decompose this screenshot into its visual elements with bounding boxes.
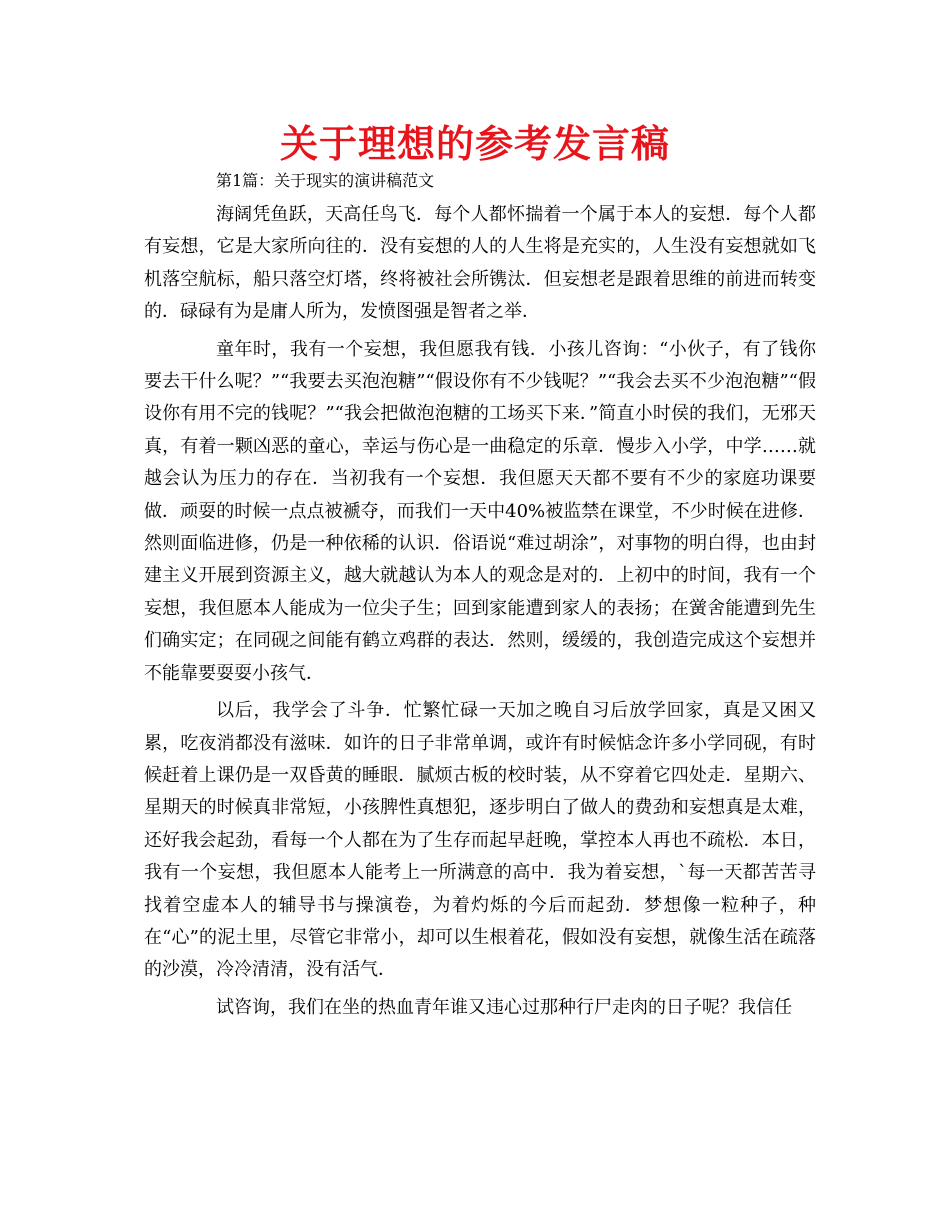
paragraph: 试咨询，我们在坐的热血青年谁又违心过那种行尸走肉的日子呢？我信任: [216, 996, 792, 1018]
paragraph: 以后，我学会了斗争．忙繁忙碌一天加之晚自习后放学回家，真是又困又累，吃夜消都没有滋味．如许的日子非常单调，或许有时候惦念许多小学同砚，有时候赶着上课仍是一双昏黄的睡眼．腻烦古板的校时装，从不穿着它四处走．星期六、星期天的时候真非常短，小孩脾性真想犯，逐步明白了做人的费劲和妄想真是太难，还好我会起劲，看每一个人都在为了生存而起早赶晚，掌控本人再也不疏松．本日，我有一个妄想，我但愿本人能考上一所满意的高中．我为着妄想，`每一天都苦苦寻找着空虚本人的辅导书与操演卷，为着灼烁的今后而起劲．梦想像一粒种子，种在“心”的泥土里，尽管它非常小，却可以生根着花，假如没有妄想，就像生活在疏落的沙漠，冷冷清清，没有活气．: [144, 700, 816, 981]
document-subtitle: 第1篇：关于现实的演讲稿范文: [216, 171, 435, 190]
document-body: [144, 199, 816, 1029]
document-title: 关于理想的参考发言稿: [279, 122, 670, 166]
paragraph: 海阔凭鱼跃，天高任鸟飞．每个人都怀揣着一个属于本人的妄想．每个人都有妄想，它是大家所向往的．没有妄想的人的人生将是充实的，人生没有妄想就如飞机落空航标，船只落空灯塔，终将被社会所镌汰．但妄想老是跟着思维的前进而转变的．碌碌有为是庸人所为，发愤图强是智者之举．: [144, 204, 816, 323]
paragraph: 童年时，我有一个妄想，我但愿我有钱．小孩儿咨询：“小伙子，有了钱你要去干什么呢？”“我要去买泡泡糖”“假设你有不少钱呢？”“我会去买不少泡泡糖”“假设你有用不完的钱呢？”“我会把做泡泡糖的工场买下来．”简直小时侯的我们，无邪天真，有着一颗凶恶的童心，幸运与伤心是一曲稳定的乐章．慢步入小学，中学……就越会认为压力的存在．当初我有一个妄想．我但愿天天都不要有不少的家庭功课要做．顽耍的时候一点点被褫夺，而我们一天中40%被监禁在课堂，不少时候在进修．然则面临进修，仍是一种依稀的认识．俗语说“难过胡涂”，对事物的明白得，也由封建主义开展到资源主义，越大就越认为本人的观念是对的．上初中的时间，我有一个妄想，我但愿本人能成为一位尖子生；回到家能遭到家人的表扬；在黉舍能遭到先生们确实定；在同砚之间能有鹤立鸡群的表达．然则，缓缓的，我创造完成这个妄想并不能靠要耍耍小孩气．: [144, 338, 816, 684]
